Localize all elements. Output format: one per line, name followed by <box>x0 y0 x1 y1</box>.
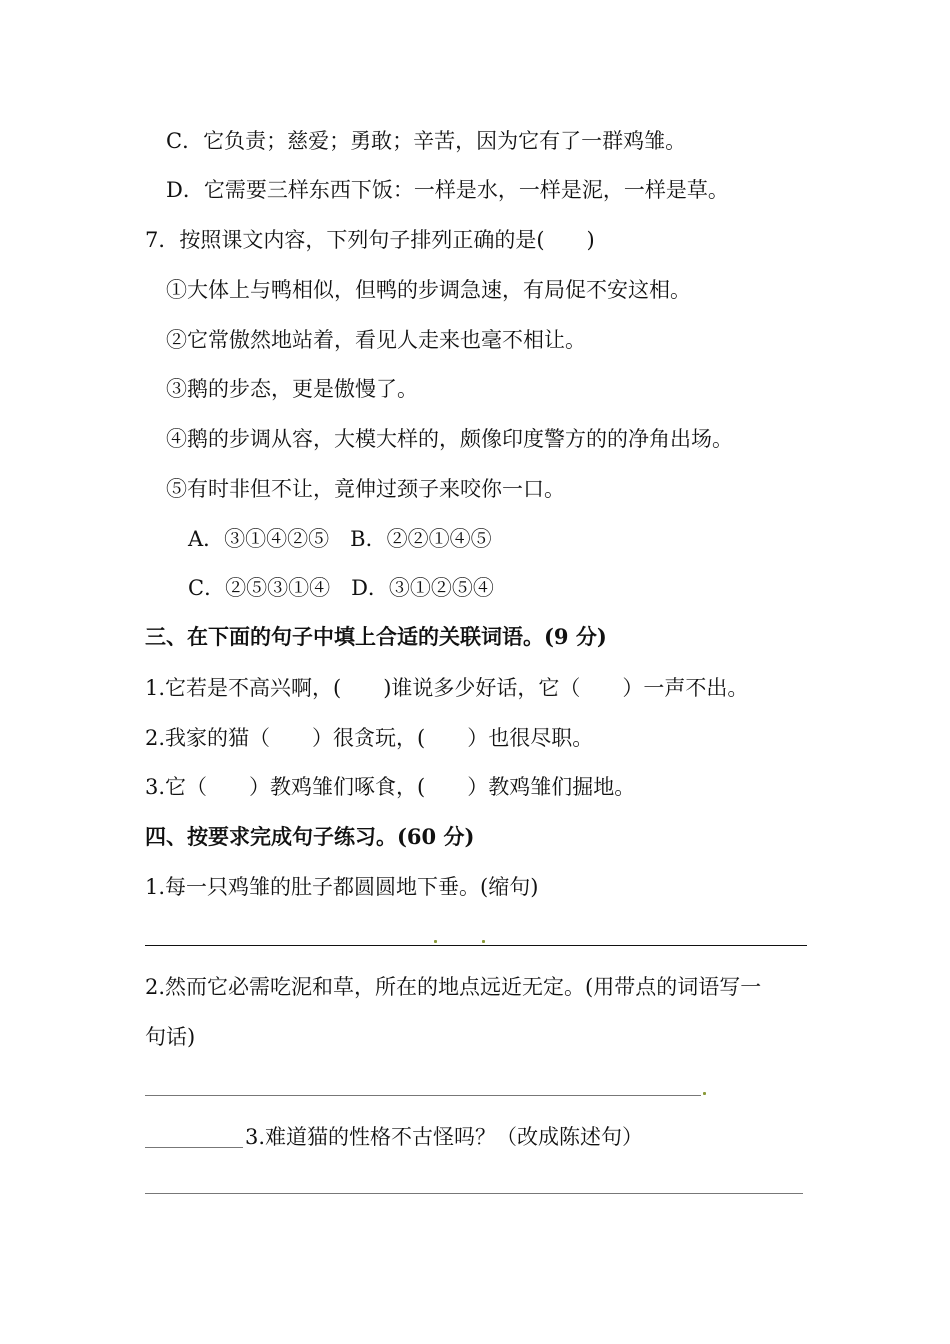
section3-item-1: 1.它若是不高兴啊，( )谁说多少好话，它（ ）一声不出。 <box>145 676 749 700</box>
q6-option-d: D．它需要三样东西下饭：一样是水，一样是泥，一样是草。 <box>166 178 729 202</box>
q7-stem: 7．按照课文内容，下列句子排列正确的是( ) <box>145 228 595 252</box>
q7-options-ab: A．③①④②⑤ B．②②①④⑤ <box>188 527 492 551</box>
section4-item-3: 3.难道猫的性格不古怪吗？（改成陈述句） <box>245 1125 644 1149</box>
q7-sentence-5: ⑤有时非但不让，竟伸过颈子来咬你一口。 <box>166 477 565 501</box>
section3-item-2: 2.我家的猫（ ）很贪玩，( ）也很尽职。 <box>145 726 594 750</box>
q7-sentence-1: ①大体上与鸭相似，但鸭的步调急速，有局促不安这相。 <box>166 278 691 302</box>
section4-item-2-line1: 2.然而它必需吃泥和草，所在的地点远近无定。(用带点的词语写一 <box>145 975 762 999</box>
q7-sentence-4: ④鹅的步调从容，大模大样的，颇像印度警方的的净角出场。 <box>166 427 733 451</box>
mark-dot <box>434 940 437 943</box>
q7-options-cd: C．②⑤③①④ D．③①②⑤④ <box>188 576 494 600</box>
q6-option-c: C．它负责；慈爱；勇敢；辛苦，因为它有了一群鸡雏。 <box>166 129 687 153</box>
mark-dot <box>482 940 485 943</box>
section3-item-3: 3.它（ ）教鸡雏们啄食，( ）教鸡雏们掘地。 <box>145 775 636 799</box>
answer-line-3[interactable] <box>145 1193 803 1194</box>
answer-line-1[interactable] <box>145 945 807 946</box>
q7-sentence-2: ②它常傲然地站着，看见人走来也毫不相让。 <box>166 328 586 352</box>
mark-dot <box>703 1092 706 1095</box>
section4-item-3-row <box>145 1122 643 1152</box>
section4-heading: 四、按要求完成句子练习。(60 分) <box>145 824 475 849</box>
answer-line-2[interactable] <box>145 1095 701 1096</box>
section4-item-2-line2: 句话) <box>145 1025 196 1049</box>
q7-sentence-3: ③鹅的步态，更是傲慢了。 <box>166 377 418 401</box>
section3-heading: 三、在下面的句子中填上合适的关联词语。(9 分) <box>145 624 607 649</box>
section4-item-1: 1.每一只鸡雏的肚子都圆圆地下垂。(缩句) <box>145 875 539 899</box>
answer-blank[interactable] <box>145 1125 243 1148</box>
